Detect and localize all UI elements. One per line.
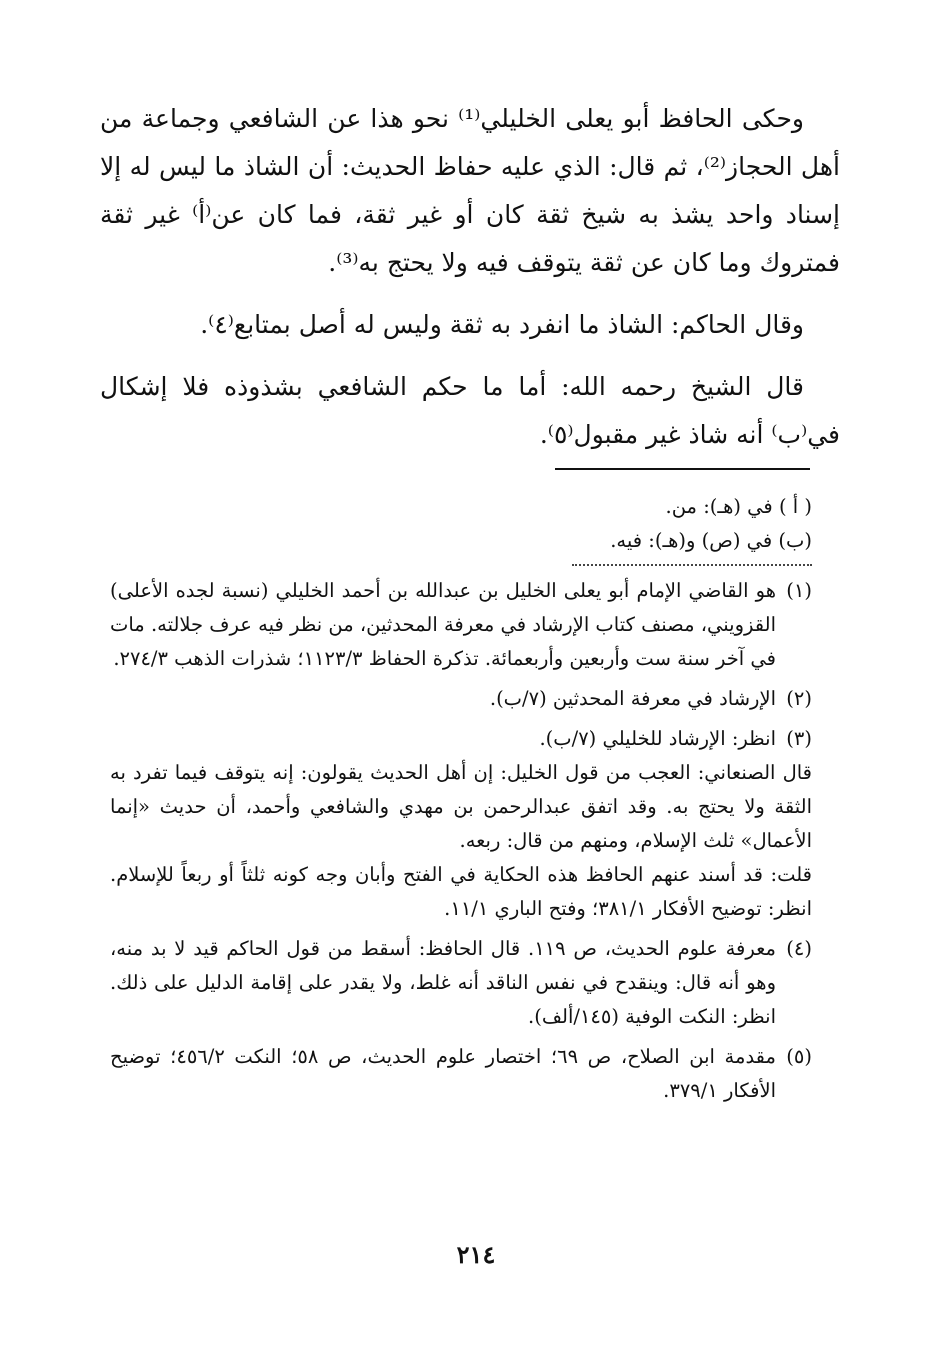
paragraph-text: وحكى الحافظ أبو يعلى الخليلي⁽¹⁾ نحو هذا عن الشافعي وجماعة من أهل الحجاز⁽²⁾، ثم قال: الذي عليه حفاظ الحديث: أن الشاذ ما ليس له إلا إسناد واحد يشذ به شيخ ثقة كان أو غير ثقة، فما كان عن⁽أ⁾ غير ثقة فمتروك وما كان عن ثقة يتوقف فيه ولا يحتج به⁽³⁾.: [100, 104, 840, 277]
footnote-text: انظر: الإرشاد للخليلي (٧/ب).: [539, 727, 776, 750]
footnote-number: (٥): [786, 1045, 812, 1068]
main-paragraph: [100, 95, 840, 287]
footnote-number: (٣): [786, 727, 812, 750]
variant-note: ( أ ) في (هـ): من.: [665, 495, 812, 518]
footnote-text: معرفة علوم الحديث، ص ١١٩. قال الحافظ: أسقط من قول الحاكم قيد لا بد منه، وهو أنه قال: وينقدح في نفس الناقد أنه غلط، ولا يقدر على إقامة الدليل على ذلك. انظر: النكت الوفية (١٤٥/ألف).: [110, 937, 776, 1028]
paragraph-text: قال الشيخ رحمه الله: أما ما حكم الشافعي بشذوذه فلا إشكال في⁽ب⁾ أنه شاذ غير مقبول⁽٥⁾.: [100, 372, 840, 449]
footnote: [110, 722, 812, 756]
main-paragraph: [100, 301, 840, 349]
main-text: [100, 95, 840, 473]
footnote-number: (٤): [786, 937, 812, 960]
footnote-number: (٢): [786, 687, 812, 710]
page-number: ٢١٤: [456, 1240, 496, 1269]
footnote-number: (١): [786, 579, 812, 602]
footnote-text: الإرشاد في معرفة المحدثين (٧/ب).: [489, 687, 776, 710]
footnotes-area: [110, 490, 812, 1114]
variant-note: (ب) في (ص) و(هـ): فيه.: [610, 529, 812, 552]
footnote-continuation: قال الصنعاني: العجب من قول الخليل: إن أهل الحديث يقولون: إنه يتوقف فيما تفرد به الثقة ولا يحتج به. وقد اتفق عبدالرحمن بن مهدي والشافعي وأحمد، أن حديث «إنما الأعمال» ثلث الإسلام، ومنهم من قال: ربعه.: [110, 761, 812, 852]
paragraph-text: وقال الحاكم: الشاذ ما انفرد به ثقة وليس له أصل بمتابع⁽٤⁾.: [200, 310, 804, 339]
footnote: [110, 1040, 812, 1108]
footnote-text: هو القاضي الإمام أبو يعلى الخليل بن عبدالله بن أحمد الخليلي (نسبة لجده الأعلى) القزويني، مصنف كتاب الإرشاد في معرفة المحدثين، من نظر فيه عرف جلالته. مات في آخر سنة ست وأربعين وأربعمائة. تذكرة الحفاظ ١١٢٣/٣؛ شذرات الذهب ٢٧٤/٣.: [110, 579, 776, 670]
dotted-separator: [572, 564, 812, 566]
footnote: [110, 682, 812, 716]
footnote-text: مقدمة ابن الصلاح، ص ٦٩؛ اختصار علوم الحديث، ص ٥٨؛ النكت ٤٥٦/٢؛ توضيح الأفكار ٣٧٩/١.: [110, 1045, 776, 1102]
footnote-separator: [555, 468, 810, 470]
footnote: [110, 574, 812, 676]
main-paragraph: [100, 363, 840, 459]
footnote: [110, 932, 812, 1034]
footnote-continuation: قلت: قد أسند عنهم الحافظ هذه الحكاية في الفتح وأبان وجه كونه ثلثاً أو ربعاً للإسلام. انظر: توضيح الأفكار ٣٨١/١؛ وفتح الباري ١١/١.: [110, 863, 812, 920]
